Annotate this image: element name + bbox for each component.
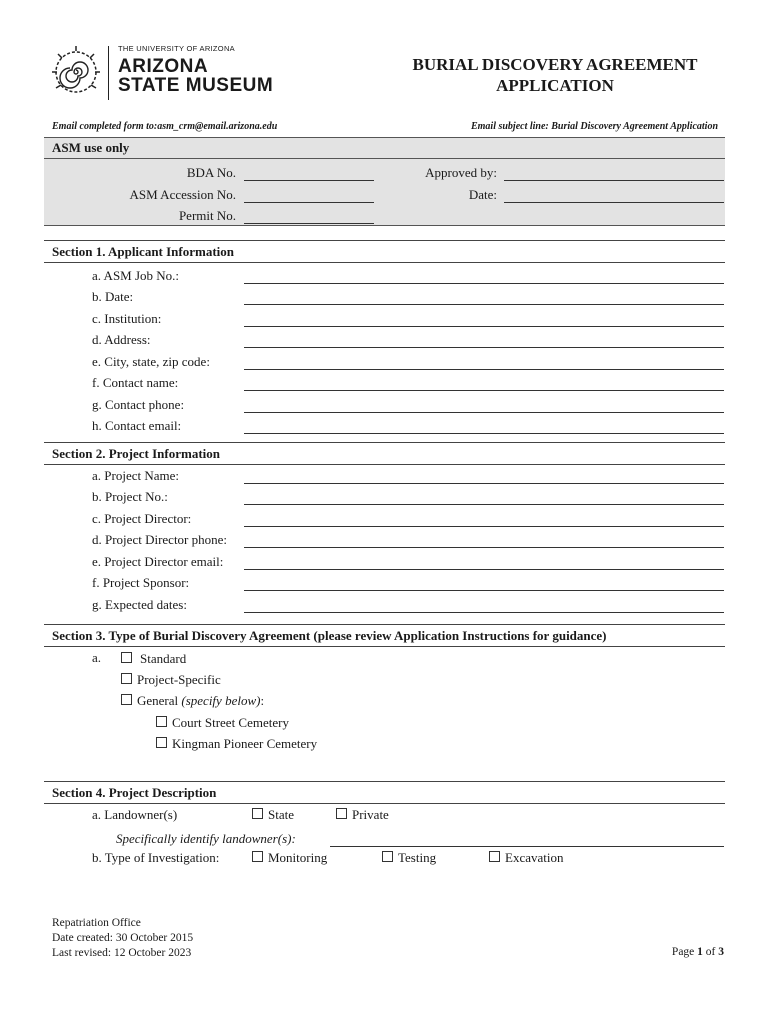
footer-info [52, 916, 193, 961]
bda-label: BDA No. [186, 165, 236, 180]
logo-university: THE UNIVERSITY OF ARIZONA [118, 44, 235, 53]
field-label: g. Contact phone: [92, 397, 185, 412]
footer-created: Date created: 30 October 2015 [52, 932, 194, 944]
contact-name-input[interactable] [244, 390, 724, 391]
checkbox[interactable] [121, 694, 132, 705]
field-label: c. Project Director: [92, 511, 192, 526]
checkbox[interactable] [252, 808, 263, 819]
kingman-label: Kingman Pioneer Cemetery [172, 736, 318, 751]
section-1-heading: Section 1. Applicant Information [44, 240, 725, 263]
logo-state-museum: STATE MUSEUM [118, 75, 274, 96]
approved-label: Approved by: [425, 165, 497, 180]
logo-arizona: ARIZONA [118, 56, 209, 77]
permit-label: Permit No. [178, 208, 236, 223]
asm-job-input[interactable] [244, 283, 724, 284]
date-input[interactable] [244, 304, 724, 305]
monitoring-option[interactable] [252, 850, 327, 866]
general-note: (specify below) [181, 693, 261, 708]
identify-landowner-label: Specifically identify landowner(s): [116, 831, 296, 846]
project-director-input[interactable] [244, 526, 724, 527]
excavation-option[interactable] [489, 850, 563, 866]
testing-option[interactable] [382, 850, 436, 866]
field-label: b. Project No.: [92, 489, 168, 504]
checkbox[interactable] [252, 851, 263, 862]
private-option[interactable] [336, 807, 389, 823]
institution-input[interactable] [244, 326, 724, 327]
standard-label: Standard [140, 651, 187, 666]
standard-option[interactable] [121, 651, 186, 667]
address-input[interactable] [244, 347, 724, 348]
page-number: Page 1 of 3 [671, 946, 724, 958]
field-label: d. Address: [92, 332, 151, 347]
section-3-heading: Section 3. Type of Burial Discovery Agreement (please review Application Instructions for guidance) [44, 624, 725, 647]
city-state-zip-input[interactable] [244, 369, 724, 370]
permit-field[interactable] [244, 223, 374, 224]
private-label: Private [352, 807, 389, 822]
project-name-input[interactable] [244, 483, 724, 484]
field-label: f. Contact name: [92, 375, 179, 390]
contact-phone-input[interactable] [244, 412, 724, 413]
section-4-heading: Section 4. Project Description [44, 781, 725, 804]
general-colon: : [260, 693, 265, 708]
asm-date-field[interactable] [504, 202, 724, 203]
state-option[interactable] [252, 807, 294, 823]
field-label: h. Contact email: [92, 418, 182, 433]
director-phone-input[interactable] [244, 547, 724, 548]
email-instruction: Email completed form to:asm_crm@email.arizona.edu [52, 121, 278, 132]
field-label: e. City, state, zip code: [92, 354, 210, 369]
checkbox[interactable] [156, 716, 167, 727]
general-label: General [137, 693, 179, 708]
kingman-option[interactable] [156, 736, 317, 752]
logo-divider [108, 46, 109, 100]
checkbox[interactable] [336, 808, 347, 819]
contact-email-input[interactable] [244, 433, 724, 434]
accession-field[interactable] [244, 202, 374, 203]
monitoring-label: Monitoring [268, 850, 328, 865]
approved-field[interactable] [504, 180, 724, 181]
museum-logo [50, 44, 290, 102]
field-label: g. Expected dates: [92, 597, 187, 612]
checkbox[interactable] [121, 652, 132, 663]
date-label: Date: [468, 187, 497, 202]
field-label: e. Project Director email: [92, 554, 224, 569]
general-option[interactable] [121, 693, 264, 709]
project-sponsor-input[interactable] [244, 590, 724, 591]
project-no-input[interactable] [244, 504, 724, 505]
bda-field[interactable] [244, 180, 374, 181]
project-specific-option[interactable] [121, 672, 221, 688]
museum-seal-icon [50, 44, 102, 100]
investigation-label: b. Type of Investigation: [92, 850, 220, 865]
asm-use-heading: ASM use only [44, 137, 725, 159]
expected-dates-input[interactable] [244, 612, 724, 613]
footer-revised: Last revised: 12 October 2023 [52, 947, 192, 959]
landowner-input[interactable] [330, 846, 724, 847]
checkbox[interactable] [489, 851, 500, 862]
testing-label: Testing [398, 850, 437, 865]
excavation-label: Excavation [505, 850, 564, 865]
field-label: c. Institution: [92, 311, 162, 326]
landowners-label: a. Landowner(s) [92, 807, 178, 822]
document-title [390, 54, 720, 96]
state-label: State [268, 807, 294, 822]
field-label: d. Project Director phone: [92, 532, 228, 547]
footer-office: Repatriation Office [52, 917, 141, 929]
field-label: f. Project Sponsor: [92, 575, 190, 590]
section-2-heading: Section 2. Project Information [44, 442, 725, 465]
court-street-label: Court Street Cemetery [172, 715, 289, 730]
director-email-input[interactable] [244, 569, 724, 570]
field-label: a. Project Name: [92, 468, 179, 483]
project-specific-label: Project-Specific [137, 672, 221, 687]
court-street-option[interactable] [156, 715, 289, 731]
email-subject-instruction: Email subject line: Burial Discovery Agreement Application [470, 121, 718, 132]
item-a-label: a. [92, 650, 102, 665]
accession-label: ASM Accession No. [129, 187, 236, 202]
title-line-1: BURIAL DISCOVERY AGREEMENT [412, 55, 698, 74]
checkbox[interactable] [382, 851, 393, 862]
field-label: a. ASM Job No.: [92, 268, 180, 283]
field-label: b. Date: [92, 289, 134, 304]
checkbox[interactable] [121, 673, 132, 684]
title-line-2: APPLICATION [496, 76, 614, 95]
checkbox[interactable] [156, 737, 167, 748]
